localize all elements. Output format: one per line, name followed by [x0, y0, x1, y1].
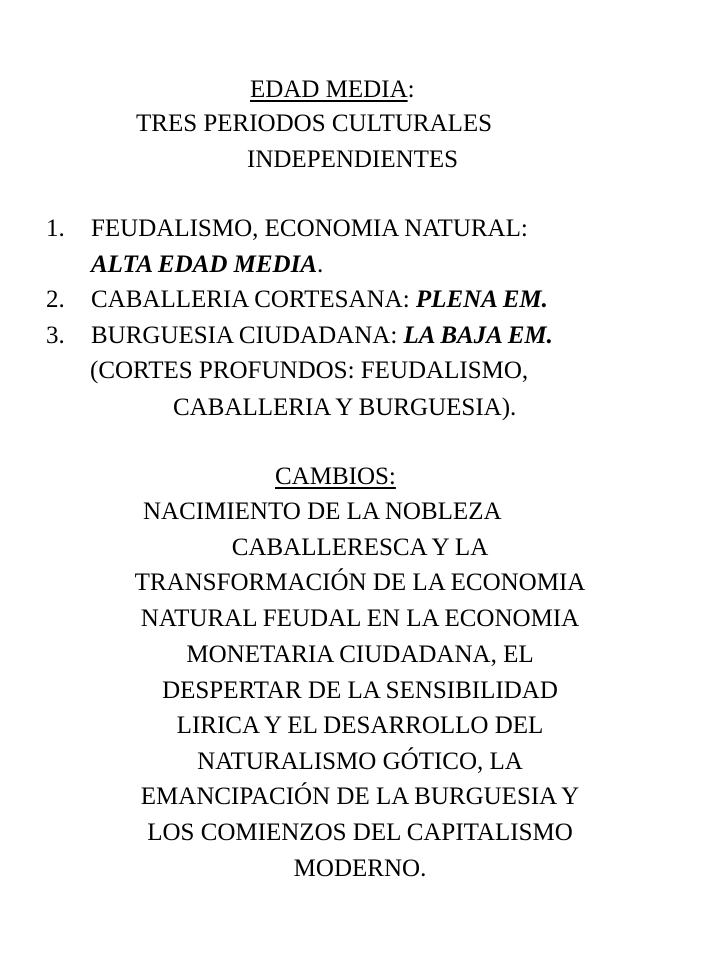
heading-title-text: EDAD MEDIA	[250, 76, 408, 103]
cambios-line: DESPERTAR DE LA SENSIBILIDAD	[162, 677, 558, 704]
cambios-title	[275, 460, 396, 494]
list-item-3	[91, 319, 553, 353]
list-note-line-1: (CORTES PROFUNDOS: FEUDALISMO,	[90, 357, 529, 384]
list-item-2-number: 2.	[46, 286, 65, 313]
heading-title	[250, 73, 415, 107]
list-item-1-number: 1.	[46, 215, 65, 242]
list-item-2	[91, 283, 548, 317]
cambios-line: MONETARIA CIUDADANA, EL	[186, 641, 534, 668]
cambios-line: MODERNO.	[293, 855, 427, 882]
list-item-1-emphasis: ALTA EDAD MEDIA	[91, 251, 318, 278]
cambios-line: CABALLERESCA Y LA	[231, 534, 489, 561]
cambios-title-text: CAMBIOS:	[275, 463, 396, 490]
cambios-line: NACIMIENTO DE LA NOBLEZA	[143, 498, 502, 525]
cambios-line: LIRICA Y EL DESARROLLO DEL	[176, 712, 544, 739]
heading-line-3: INDEPENDIENTES	[247, 146, 459, 173]
list-item-1-text: FEUDALISMO, ECONOMIA NATURAL:	[91, 215, 528, 242]
heading-title-colon: :	[407, 76, 415, 103]
cambios-line: LOS COMIENZOS DEL CAPITALISMO	[147, 819, 573, 846]
cambios-line: NATURALISMO GÓTICO, LA	[197, 748, 523, 775]
cambios-line: NATURAL FEUDAL EN LA ECONOMIA	[140, 605, 580, 632]
list-item-1-period: .	[317, 251, 324, 278]
heading-line-2: TRES PERIODOS CULTURALES	[136, 110, 493, 137]
list-item-3-emphasis: LA BAJA EM.	[403, 322, 553, 349]
list-item-2-text: CABALLERIA CORTESANA:	[91, 286, 416, 313]
cambios-line: EMANCIPACIÓN DE LA BURGUESIA Y	[140, 783, 580, 810]
list-note-line-2: CABALLERIA Y BURGUESIA).	[173, 394, 517, 421]
list-item-1-continuation	[91, 248, 323, 282]
list-item-2-emphasis: PLENA EM.	[415, 286, 548, 313]
list-item-3-number: 3.	[46, 322, 65, 349]
list-item-3-text: BURGUESIA CIUDADANA:	[91, 322, 404, 349]
cambios-line: TRANSFORMACIÓN DE LA ECONOMIA	[134, 569, 586, 596]
